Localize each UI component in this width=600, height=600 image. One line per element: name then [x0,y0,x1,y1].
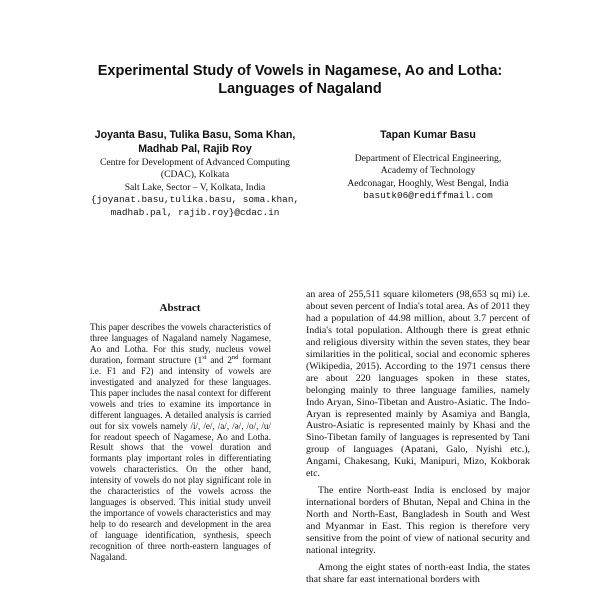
affiliation-line: Salt Lake, Sector – V, Kolkata, India [124,181,266,193]
superscript: st [202,353,207,361]
body-paragraph: Among the eight states of north-east India, the states that share far east international borders with [306,561,530,585]
author-names-line: Joyanta Basu, Tulika Basu, Soma Khan, [94,129,296,141]
author-block-cdac [60,128,330,219]
author-email: {joyanat.basu,tulika.basu, soma.khan, [90,194,300,206]
body-paragraph: an area of 255,511 square kilometers (98,653 sq mi) i.e. about seven percent of India's total area. As of 2011 they had a population of 44.98 million, about 3.7 percent of India's total population. Although there is great ethnic and religious diversity within the seven states, they bear similarities in the political, social and economic spheres (Wikipedia, 2015). According to the 1971 census there are about 220 languages spoken in these states, belonging mainly to three language families, namely Indo Aryan, Sino-Tibetan and Austro-Asiatic. The Indo-Aryan is represented mainly by Asamiya and Bangla, Austro-Asiatic is represented mainly by Khasi and the Sino-Tibetan family of languages is represented by Tani group of languages (Apatani, Galo, Nyishi etc.), Angami, Chakesang, Kuki, Manipuri, Mizo, Kokborak etc. [306,289,530,480]
abstract-text-part: formant i.e. F1 and F2) and intensity of vowels are investigated and analyzed for these languages. This paper includes the nasal context for different vowels and tries to examine its importance in different languages. A detailed analysis is carried out for six vowels namely /i/, /e/, /a/, /ə/, /o/, /u/ for readout speech of Nagamese, Ao and Lotha. Result shows that the vowel duration and formants play important roles in differentiating vowels characteristics. On the other hand, intensity of vowels do not play significant role in the characteristics of the vowels across the languages is observed. This initial study unveil the importance of vowels characteristics and may help to do research and development in the area of language identification, synthesis, speech recognition of three north-eastern languages of Nagaland. [90,354,271,563]
abstract-heading: Abstract [159,302,201,314]
affiliation-line: Department of Electrical Engineering, [354,153,502,164]
abstract-text-part: and 2 [206,354,232,365]
author-names-line: Tapan Kumar Basu [380,129,476,141]
paper-title: Experimental Study of Vowels in Nagamese, Ao and Lotha: Languages of Nagaland [97,63,503,97]
affiliation-line: Centre for Development of Advanced Computing [100,157,290,168]
author-email: madhab.pal, rajib.roy}@cdac.in [110,206,280,218]
body-column-right [306,289,530,591]
affiliation-line: (CDAC), Kolkata [160,169,230,181]
abstract-text [90,322,271,563]
body-paragraph: The entire North-east India is enclosed by major international borders of Bhutan, Nepal and China in the North and North-East, Bangladesh in South and West and Myanmar in East. This region is therefore very sensitive from the point of view of national security and national integrity. [306,485,530,557]
author-names-line: Madhab Pal, Rajib Roy [138,143,252,155]
affiliation-line: Academy of Technology [380,165,476,177]
author-email: basutk06@rediffmail.com [363,190,493,202]
affiliation-line: Aedconagar, Hooghly, West Bengal, India [347,177,509,189]
superscript: nd [231,353,239,361]
author-names [60,128,330,156]
author-block-aot [318,128,538,203]
abstract-text-part: This paper describes the vowels characteristics of three languages of Nagaland namely Nagamese, Ao and Lotha. For this study, nucleus vowel duration, formant structure (1 [90,322,271,365]
author-names [318,128,538,142]
